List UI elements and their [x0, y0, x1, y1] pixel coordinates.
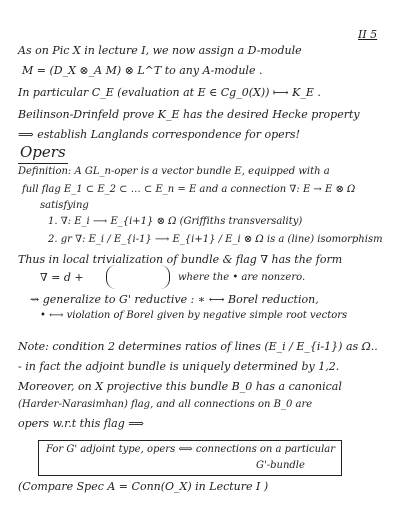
intro-line-1: As on Pic X in lecture I, we now assign a D-module: [18, 44, 302, 57]
definition-line-3: satisfying: [40, 200, 89, 211]
note-line-4: (Harder-Narasimhan) flag, and all connections on B_0 are: [18, 399, 313, 410]
reductive-line-1: ⇝ generalize to G' reductive : ∗ ⟷ Borel reduction,: [30, 293, 319, 306]
local-triv-line-1: Thus in local trivialization of bundle & flag ∇ has the form: [18, 253, 343, 266]
section-heading: Opers: [20, 143, 66, 161]
definition-line-1: Definition: A GL_n-oper is a vector bundle E, equipped with a: [18, 166, 330, 177]
matrix-sketch: [106, 265, 170, 289]
note-line-3: Moreover, on X projective this bundle B_0 has a canonical: [18, 380, 342, 393]
compare-line: (Compare Spec A = Conn(O_X) in Lecture I ): [18, 480, 269, 493]
boxed-line-1: For G' adjoint type, opers ⟺ connections on a particular: [46, 444, 336, 455]
note-line-1: Note: condition 2 determines ratios of lines (E_i / E_{i-1}) as Ω..: [18, 340, 378, 353]
intro-line-3: In particular C_E (evaluation at E ∈ Cg_0(X)) ⟼ K_E .: [18, 86, 321, 99]
condition-1: 1. ∇: E_i ⟶ E_{i+1} ⊗ Ω (Griffiths transversality): [48, 216, 303, 227]
boxed-line-2: G'-bundle: [256, 460, 305, 471]
intro-line-2: M = (D_X ⊗_A M) ⊗ L^T to any A-module .: [22, 64, 263, 77]
page-number: II 5: [358, 28, 378, 41]
intro-line-5: ⟹ establish Langlands correspondence for opers!: [18, 128, 300, 141]
heading-underline: [18, 163, 68, 164]
intro-line-4: Beilinson-Drinfeld prove K_E has the desired Hecke property: [18, 108, 360, 121]
note-line-5: opers w.r.t this flag ⟹: [18, 417, 145, 430]
note-line-2: - in fact the adjoint bundle is uniquely determined by 1,2.: [18, 360, 340, 373]
connection-form: ∇ = d +: [40, 271, 84, 284]
matrix-note: where the • are nonzero.: [178, 272, 306, 283]
definition-line-2: full flag E_1 ⊂ E_2 ⊂ … ⊂ E_n = E and a connection ∇: E → E ⊗ Ω: [22, 184, 356, 195]
condition-2: 2. gr ∇: E_i / E_{i-1} ⟶ E_{i+1} / E_i ⊗ Ω is a (line) isomorphism: [48, 234, 383, 245]
reductive-line-2: • ⟷ violation of Borel given by negative simple root vectors: [40, 310, 348, 321]
